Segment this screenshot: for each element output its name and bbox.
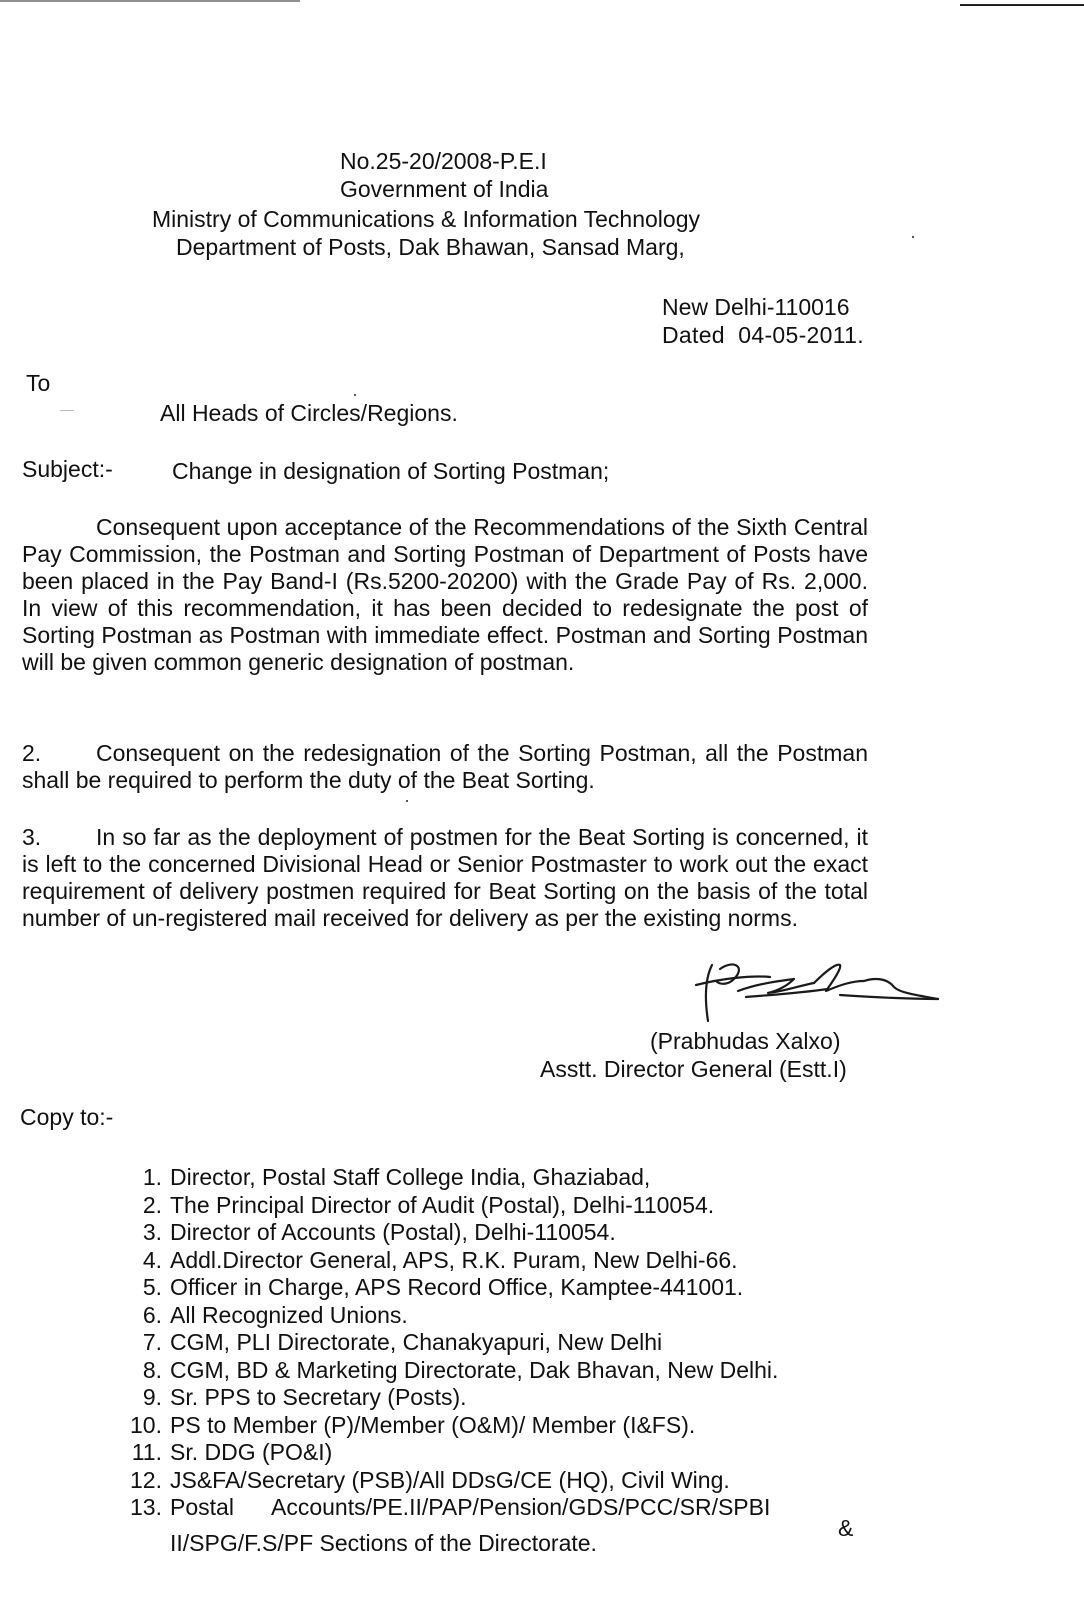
list-item-text: The Principal Director of Audit (Postal), Delhi-110054.	[170, 1191, 715, 1218]
copy-to-label: Copy to:-	[20, 1104, 114, 1130]
list-item	[110, 1274, 870, 1302]
list-item-text: Director, Postal Staff College India, Ghaziabad,	[170, 1164, 651, 1190]
paragraph-3-number: 3.	[22, 824, 42, 850]
list-item	[110, 1247, 870, 1275]
list-item	[110, 1467, 870, 1495]
list-item	[110, 1494, 870, 1522]
body-paragraph-1	[22, 514, 868, 676]
list-item-number: 2.	[142, 1191, 162, 1218]
list-item	[110, 1164, 870, 1192]
body-paragraph-3	[22, 824, 868, 932]
to-label: To	[26, 370, 51, 396]
copy-to-list	[110, 1164, 870, 1522]
list-item	[110, 1439, 870, 1467]
list-item-text: Officer in Charge, APS Record Office, Kamptee-441001.	[170, 1274, 744, 1300]
place-line: New Delhi-110016	[662, 294, 850, 320]
list-item-number: 9.	[142, 1384, 162, 1410]
list-item-number: 11.	[131, 1439, 162, 1465]
ministry-line: Ministry of Communications & Information Technology	[152, 206, 700, 232]
list-item-text: CGM, PLI Directorate, Chanakyapuri, New Delhi	[170, 1329, 663, 1355]
list-item-number: 7.	[142, 1329, 162, 1355]
list-item-text: Postal Accounts/PE.II/PAP/Pension/GDS/PCC/SR/SPBI	[170, 1494, 771, 1520]
subject-text: Change in designation of Sorting Postman;	[172, 458, 610, 484]
paragraph-2-number: 2.	[22, 740, 42, 766]
list-item	[110, 1219, 870, 1247]
list-item	[110, 1357, 870, 1385]
list-item-number: 13.	[130, 1494, 162, 1520]
list-item-number: 8.	[142, 1356, 162, 1383]
signatory-name: (Prabhudas Xalxo)	[650, 1028, 841, 1054]
list-item-text: JS&FA/Secretary (PSB)/All DDsG/CE (HQ), Civil Wing.	[170, 1466, 730, 1493]
list-item-number: 1.	[142, 1164, 162, 1190]
list-item-number: 3.	[142, 1219, 162, 1245]
scan-speck	[406, 800, 408, 802]
paragraph-1-text: Consequent upon acceptance of the Recommendations of the Sixth Central Pay Commission, the Postman and Sorting Postman of Department of Posts have been placed in the Pay Band-I (Rs.5200-20200) with the Grade Pay of Rs. 2,000. In view of this recommendation, it has been decided to redesignate the post of Sorting Postman as Postman with immediate effect. Postman and Sorting Postman will be given common generic designation of postman.	[22, 514, 868, 675]
paragraph-3-text: In so far as the deployment of postmen for the Beat Sorting is concerned, it is left to the concerned Divisional Head or Senior Postmaster to work out the exact requirement of delivery postmen required for Beat Sorting on the basis of the total number of un-registered mail received for delivery as per the existing norms.	[22, 824, 868, 931]
date-line: Dated 04-05-2011.	[662, 322, 864, 348]
list-item	[110, 1412, 870, 1440]
scan-speck	[354, 394, 356, 396]
scan-speck	[912, 236, 914, 238]
list-item-text: Addl.Director General, APS, R.K. Puram, New Delhi-66.	[170, 1246, 738, 1273]
addressee: All Heads of Circles/Regions.	[160, 400, 458, 426]
list-item-text: Sr. PPS to Secretary (Posts).	[170, 1384, 467, 1410]
list-item-continuation-ampersand: &	[838, 1515, 854, 1541]
handwritten-signature	[690, 955, 940, 1025]
paragraph-2-text: Consequent on the redesignation of the Sorting Postman, all the Postman shall be required to perform the duty of the Beat Sorting.	[22, 740, 868, 793]
list-item-text: Sr. DDG (PO&I)	[170, 1439, 333, 1465]
list-item-text: Director of Accounts (Postal), Delhi-110054.	[170, 1219, 616, 1245]
list-item	[110, 1302, 870, 1330]
signatory-title: Asstt. Director General (Estt.I)	[540, 1056, 847, 1082]
list-item-number: 5.	[142, 1274, 162, 1300]
list-item	[110, 1192, 870, 1220]
list-item-text: All Recognized Unions.	[170, 1301, 408, 1328]
scan-edge-line	[960, 4, 1084, 6]
list-item-number: 4.	[142, 1246, 162, 1273]
government-line: Government of India	[340, 176, 549, 202]
list-item-text: CGM, BD & Marketing Directorate, Dak Bhavan, New Delhi.	[170, 1356, 779, 1383]
subject-label: Subject:-	[22, 456, 113, 482]
list-item-number: 6.	[142, 1301, 162, 1328]
list-item-number: 10.	[130, 1411, 162, 1438]
scan-speck	[60, 410, 74, 411]
list-item-continuation: II/SPG/F.S/PF Sections of the Directorate.	[170, 1530, 597, 1556]
reference-number: No.25-20/2008-P.E.I	[340, 148, 547, 174]
list-item	[110, 1329, 870, 1357]
department-line: Department of Posts, Dak Bhawan, Sansad Marg,	[176, 234, 685, 260]
list-item-number: 12.	[130, 1466, 162, 1493]
list-item-text: PS to Member (P)/Member (O&M)/ Member (I&FS).	[170, 1411, 696, 1438]
body-paragraph-2	[22, 740, 868, 794]
list-item	[110, 1384, 870, 1412]
scan-edge-line	[0, 0, 300, 2]
